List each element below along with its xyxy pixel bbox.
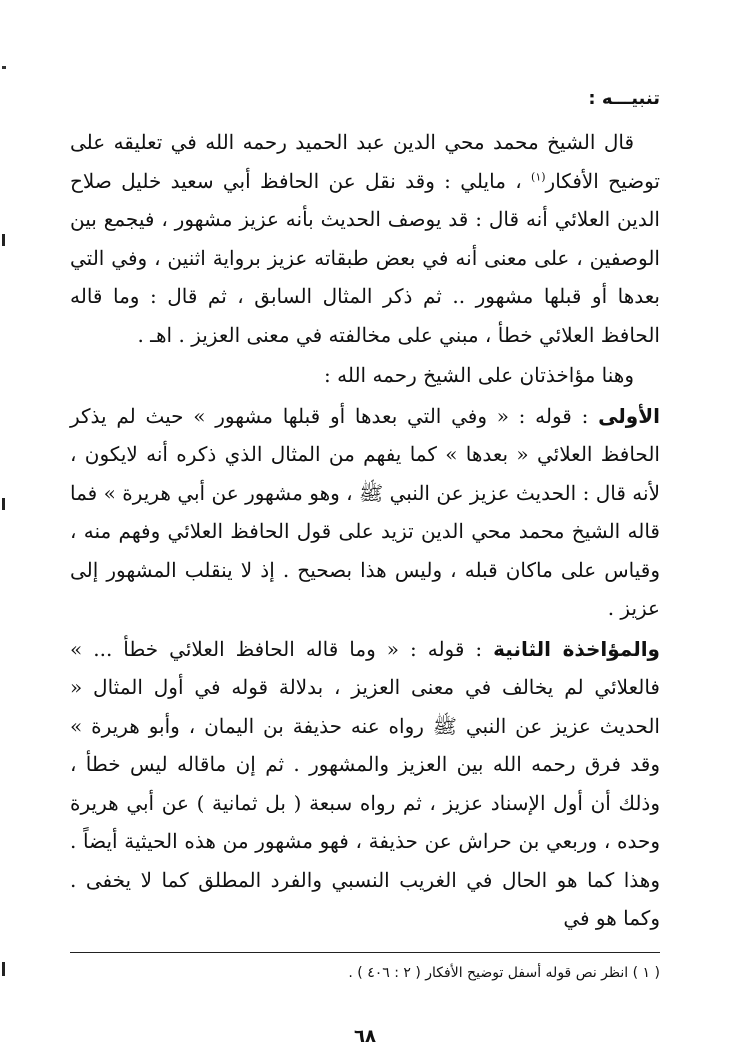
footnote-divider <box>70 952 660 953</box>
paragraph-text: : قوله : « وفي التي بعدها أو قبلها مشهور » حيث لم يذكر الحافظ العلائي « بعدها » كما يفهم من المثال الذي ذكره أنه لايكون ، لأنه قال : الحديث عزيز عن النبي ﷺ ، وهو مشهور عن أبي هريرة » فما قاله الشيخ محمد محي الدين تزيد على قول الحافظ العلائي وفهم منه ، وقياس على ماكان قبله ، وليس هذا بصحيح . إذ لا ينقلب المشهور إلى عزيز . <box>70 403 660 620</box>
paragraph-first-objection <box>70 397 660 628</box>
paragraph-text-continued: ، مايلي : وقد نقل عن الحافظ أبي سعيد خليل صلاح الدين العلائي أنه قال : قد يوصف الحديث بأنه عزيز مشهور ، فيجمع بين الوصفين ، على معنى أنه في بعض طبقاته عزيز برواية اثنين ، وفي التي بعدها أو قبلها مشهور .. ثم ذكر المثال السابق ، ثم قال : وما قاله الحافظ العلائي خطأ ، مبني على مخالفته في معنى العزيز . اهـ . <box>70 168 660 347</box>
scan-mark <box>2 234 5 246</box>
scan-mark <box>2 66 6 69</box>
page-number: ٦٨ <box>354 1026 376 1047</box>
paragraph-lead-word: الأولى <box>598 403 660 428</box>
scan-mark <box>2 962 5 976</box>
paragraph-second-objection <box>70 630 660 938</box>
paragraph-text: : قوله : « وما قاله الحافظ العلائي خطأ ... » فالعلائي لم يخالف في معنى العزيز ، بدلالة قوله في أول المثال « الحديث عزيز عن النبي ﷺ رواه عنه حذيفة بن اليمان ، وأبو هريرة » وقد فرق رحمه الله بين العزيز والمشهور . ثم إن ماقاله ليس خطأ ، وذلك أن أول الإسناد عزيز ، ثم رواه سبعة ( بل ثمانية ) عن أبي هريرة وحده ، وربعي بن حراش عن حذيفة ، فهو مشهور من هذه الحيثية أيضاً . وهذا كما هو الحال في الغريب النسبي والفرد المطلق كما لا يخفى . وكما هو في <box>70 636 660 930</box>
paragraph-text: قال الشيخ محمد محي الدين عبد الحميد رحمه الله في تعليقه على توضيح الأفكار <box>70 130 660 193</box>
section-heading: تنبيـــه : <box>588 88 660 109</box>
scan-mark <box>2 498 5 510</box>
paragraph-quote <box>70 123 660 354</box>
paragraph-text: وهنا مؤاخذتان على الشيخ رحمه الله : <box>324 363 634 387</box>
footnote-reference[interactable]: (١) <box>531 169 546 183</box>
paragraph-intro-objections <box>70 356 660 395</box>
page-body <box>70 88 660 940</box>
footnote: ( ١ ) انظر نص قوله أسفل توضيح الأفكار ( ٢ : ٤٠٦ ) . <box>348 965 660 981</box>
paragraph-lead-word: والمؤاخذة الثانية <box>493 636 660 661</box>
